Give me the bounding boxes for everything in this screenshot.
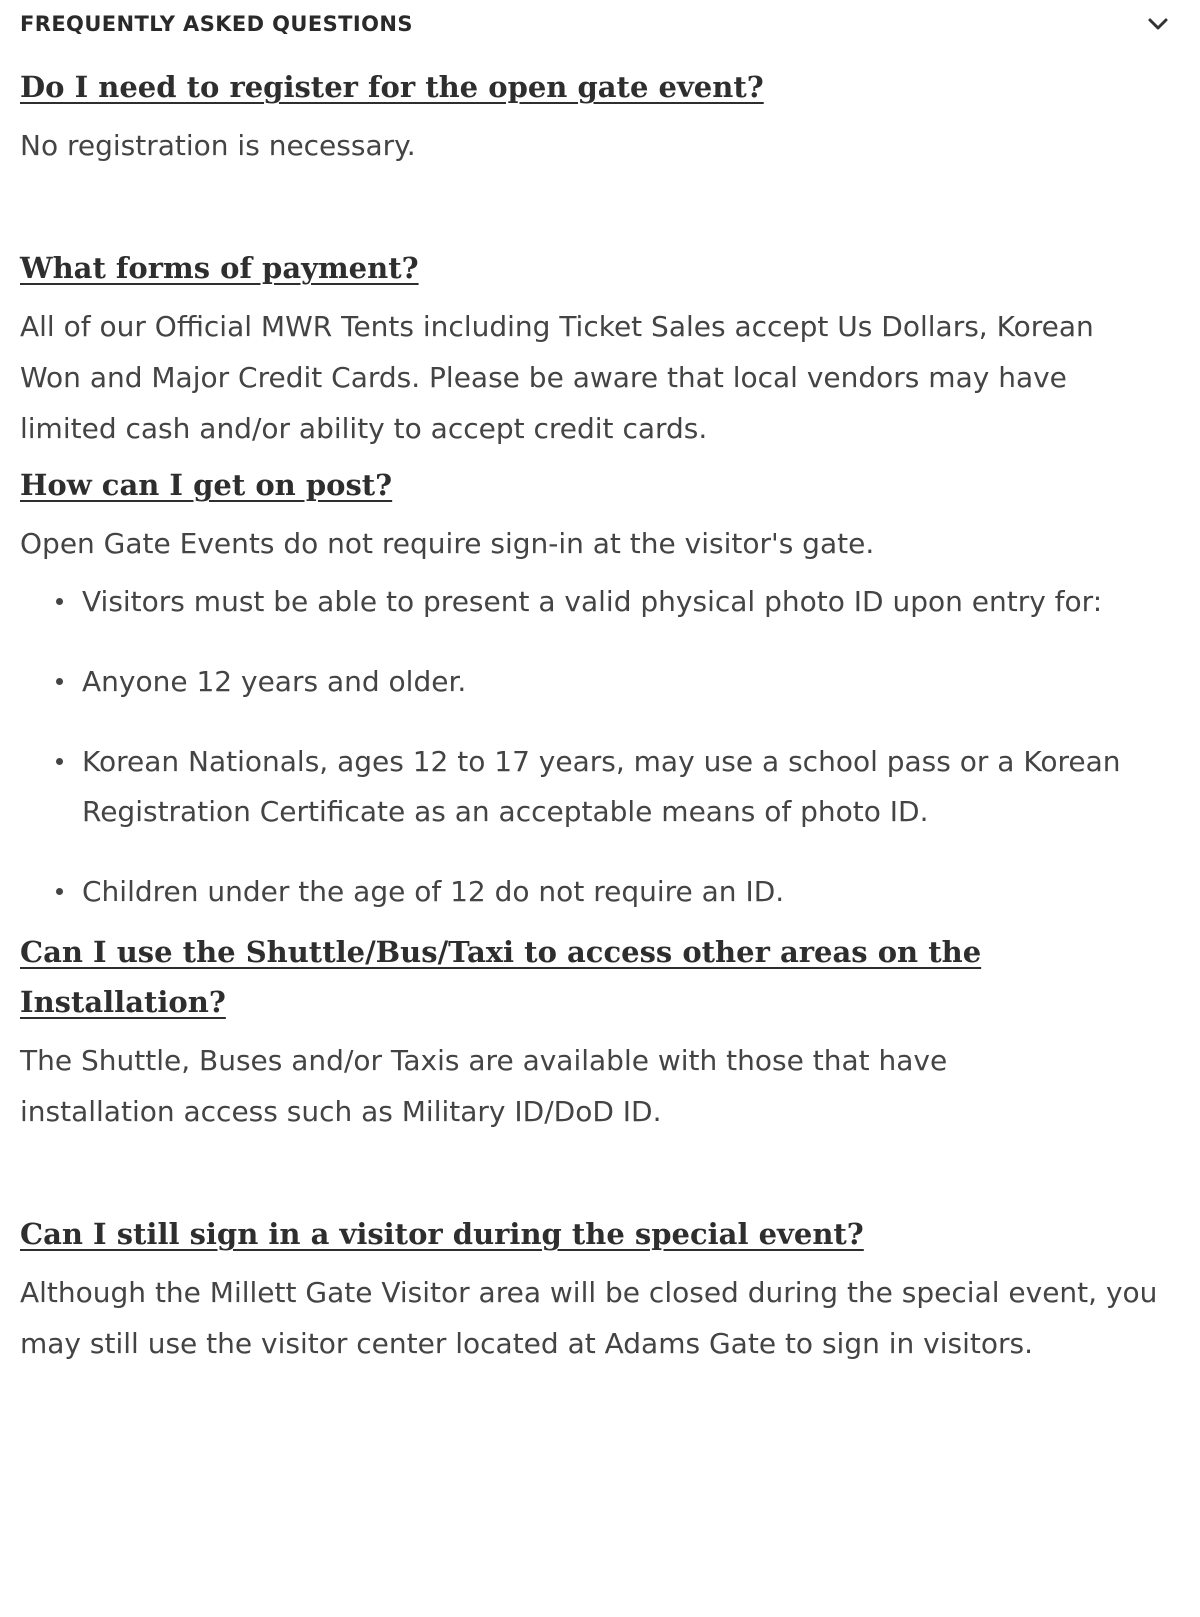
- list-item: [20, 737, 1180, 837]
- list-item-text: Children under the age of 12 do not require an ID.: [82, 875, 785, 908]
- list-item-text: Anyone 12 years and older.: [82, 665, 467, 698]
- faq-item: [20, 243, 1180, 454]
- list-item-text: Korean Nationals, ages 12 to 17 years, may use a school pass or a Korean Registration Certificate as an acceptable means of photo ID.: [82, 745, 1121, 828]
- list-item: [20, 867, 1180, 917]
- faq-item: [20, 62, 1180, 171]
- faq-item: [20, 460, 1180, 917]
- chevron-down-icon: [1147, 17, 1169, 31]
- bullet-icon: [56, 678, 63, 685]
- bullet-icon: [56, 888, 63, 895]
- bullet-list: [20, 577, 1180, 917]
- bullet-icon: [56, 758, 63, 765]
- faq-question[interactable]: Can I use the Shuttle/Bus/Taxi to access other areas on the Installation?: [20, 935, 982, 1019]
- faq-answer: Open Gate Events do not require sign-in at the visitor's gate.: [20, 527, 875, 560]
- faq-item: [20, 1209, 1180, 1369]
- list-item-text: Visitors must be able to present a valid physical photo ID upon entry for:: [82, 585, 1103, 618]
- faq-header[interactable]: [20, 0, 1180, 52]
- collapse-toggle-button[interactable]: [1138, 4, 1178, 44]
- faq-answer: All of our Official MWR Tents including Ticket Sales accept Us Dollars, Korean Won and Major Credit Cards. Please be aware that local vendors may have limited cash and/or ability to accept credit cards.: [20, 310, 1094, 445]
- faq-title: FREQUENTLY ASKED QUESTIONS: [20, 12, 413, 36]
- list-item: [20, 577, 1180, 627]
- faq-item: [20, 927, 1180, 1137]
- faq-question[interactable]: Do I need to register for the open gate event?: [20, 70, 764, 104]
- faq-answer: Although the Millett Gate Visitor area will be closed during the special event, you may still use the visitor center located at Adams Gate to sign in visitors.: [20, 1276, 1158, 1360]
- faq-question[interactable]: How can I get on post?: [20, 468, 393, 502]
- faq-question[interactable]: What forms of payment?: [20, 251, 419, 285]
- faq-answer: No registration is necessary.: [20, 129, 416, 162]
- faq-answer: The Shuttle, Buses and/or Taxis are available with those that have installation access such as Military ID/DoD ID.: [20, 1044, 948, 1128]
- faq-question[interactable]: Can I still sign in a visitor during the special event?: [20, 1217, 864, 1251]
- list-item: [20, 657, 1180, 707]
- bullet-icon: [56, 598, 63, 605]
